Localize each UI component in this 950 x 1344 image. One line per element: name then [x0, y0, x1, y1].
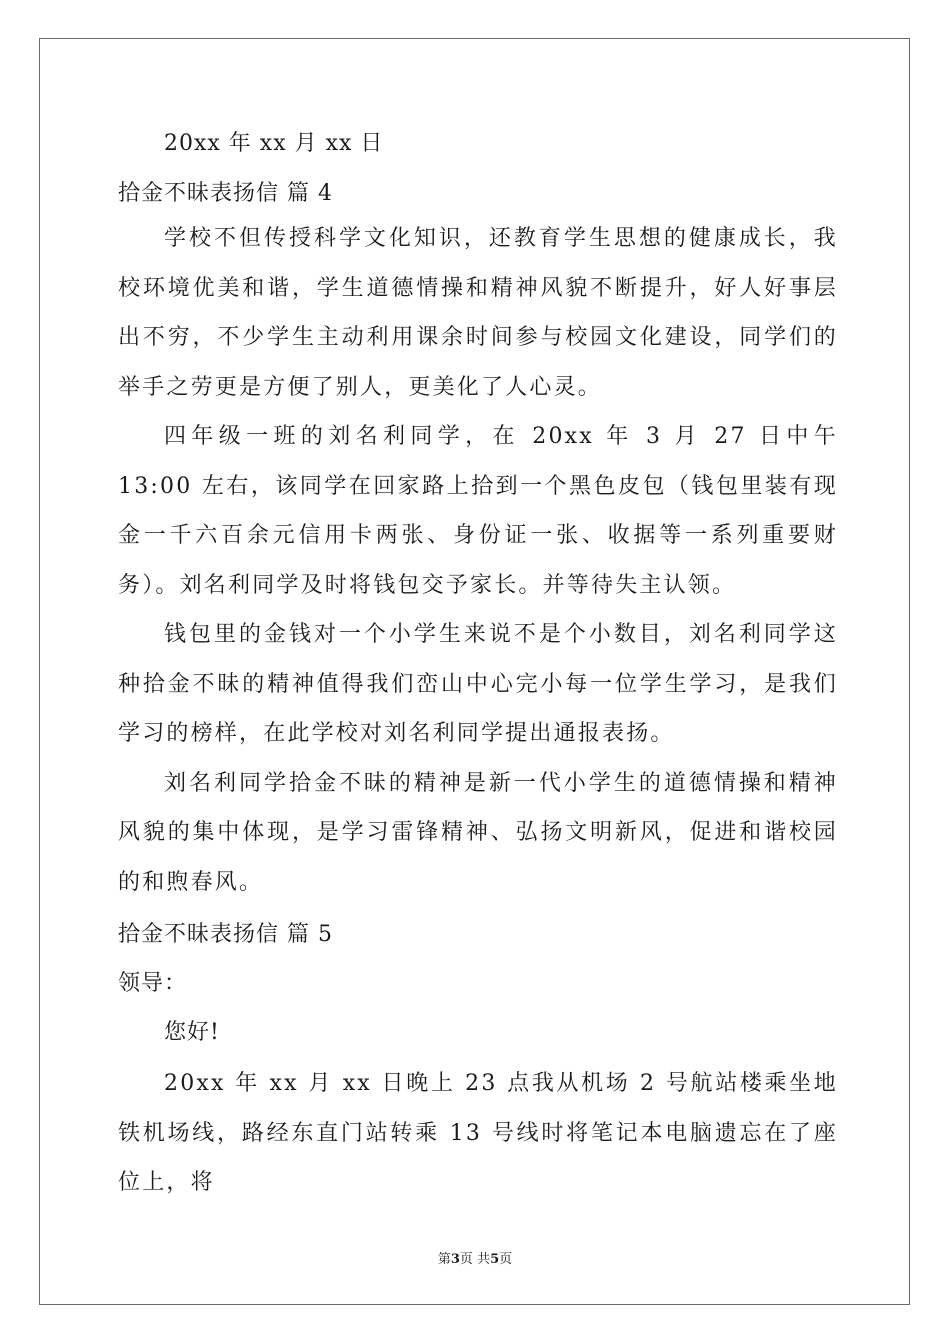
page-suffix: 页	[499, 1252, 513, 1267]
heading-letter-5: 拾金不昧表扬信 篇 5	[118, 922, 333, 947]
document-body	[118, 128, 838, 1208]
greeting: 您好!	[164, 1020, 220, 1045]
page-total: 5	[490, 1252, 500, 1267]
salutation: 领导：	[118, 971, 188, 996]
page-prefix: 第	[437, 1252, 451, 1267]
page-footer	[0, 1248, 950, 1267]
heading-letter-4: 拾金不昧表扬信 篇 4	[118, 181, 333, 206]
paragraph-4-3: 钱包里的金钱对一个小学生来说不是个小数目，刘名利同学这种拾金不昧的精神值得我们峦山中心完小每一位学生学习，是我们学习的榜样，在此学校对刘名利同学提出通报表扬。	[118, 622, 838, 746]
paragraph-4-1: 学校不但传授科学文化知识，还教育学生思想的健康成长，我校环境优美和谐，学生道德情操和精神风貌不断提升，好人好事层出不穷，不少学生主动利用课余时间参与校园文化建设，同学们的举手之劳更是方便了别人，更美化了人心灵。	[118, 226, 838, 400]
date-line: 20xx 年 xx 月 xx 日	[164, 131, 384, 156]
paragraph-4-4: 刘名利同学拾金不昧的精神是新一代小学生的道德情操和精神风貌的集中体现，是学习雷锋精神、弘扬文明新风，促进和谐校园的和煦春风。	[118, 770, 838, 895]
page-current: 3	[450, 1252, 460, 1267]
page-mid: 页 共	[459, 1252, 491, 1267]
paragraph-4-2: 四年级一班的刘名利同学，在 20xx 年 3 月 27 日中午 13:00 左右，该同学在回家路上拾到一个黑色皮包（钱包里装有现金一千六百余元信用卡两张、身份证一张、收据等一系列重要财务）。刘名利同学及时将钱包交予家长。并等待失主认领。	[118, 424, 838, 598]
paragraph-5-1: 20xx 年 xx 月 xx 日晚上 23 点我从机场 2 号航站楼乘坐地铁机场线，路经东直门站转乘 13 号线时将笔记本电脑遗忘在了座位上，将	[118, 1071, 838, 1195]
